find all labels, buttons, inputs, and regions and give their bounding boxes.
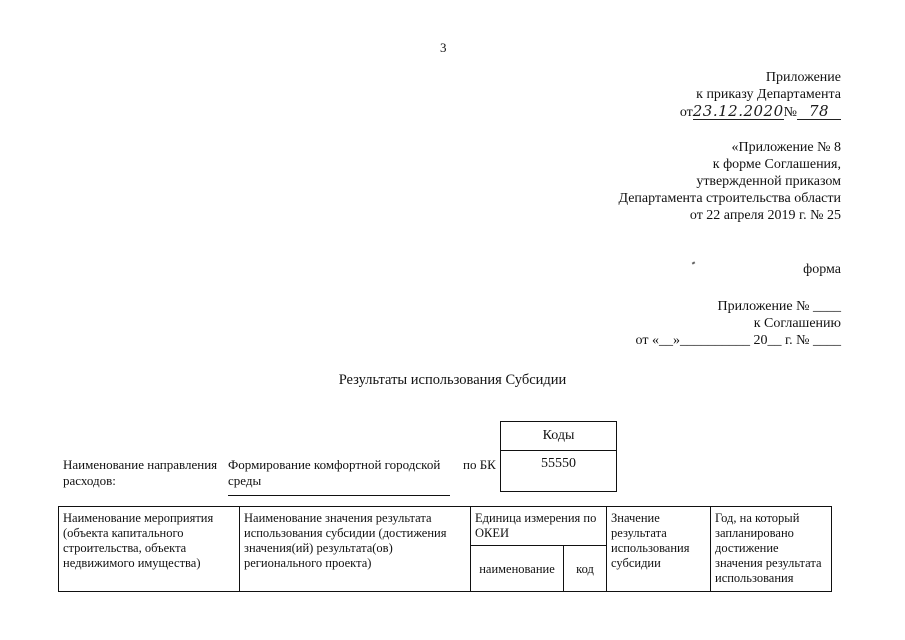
- codes-box: [500, 421, 617, 492]
- form-appendix-line2: к Соглашению: [753, 316, 841, 331]
- scan-speck: [692, 261, 696, 264]
- appendix-date-row: [680, 103, 841, 121]
- direction-label: Наименование направления расходов:: [63, 457, 218, 488]
- results-table: [58, 506, 832, 592]
- bk-label: по БК: [463, 457, 496, 472]
- page-number: 3: [440, 40, 447, 55]
- header-unit-name: наименование: [471, 546, 564, 592]
- form-appendix-block: [636, 298, 841, 349]
- header-result-value: Значение результата использования субсидии: [607, 507, 711, 592]
- direction-value: Формирование комфортной городской среды: [228, 457, 450, 496]
- document-title: Результаты использования Субсидии: [338, 372, 567, 388]
- original-appendix-line: от 22 апреля 2019 г. № 25: [689, 208, 841, 223]
- appendix-reference: к приказу Департамента: [696, 87, 841, 102]
- original-appendix-block: [619, 139, 842, 224]
- appendix-title: Приложение: [765, 70, 841, 85]
- order-appendix-block: [680, 69, 841, 121]
- header-target-year: Год, на который запланировано достижение значения результата использования: [711, 507, 832, 592]
- form-appendix-line1: Приложение № ____: [717, 299, 841, 314]
- header-unit-code: код: [564, 546, 607, 592]
- form-label: форма: [803, 262, 841, 277]
- form-appendix-line3: от «__»__________ 20__ г. № ____: [635, 333, 841, 348]
- original-appendix-line: утвержденной приказом: [696, 174, 841, 189]
- original-appendix-line: к форме Соглашения,: [712, 157, 841, 172]
- number-prefix: №: [783, 105, 797, 120]
- handwritten-number: 78: [797, 103, 841, 120]
- header-event-name: Наименование мероприятия (объекта капитального строительства, объекта недвижимого имущества): [59, 507, 240, 592]
- table-header-row: [59, 507, 832, 546]
- codes-value: 55550: [541, 456, 576, 471]
- date-prefix: от: [679, 105, 693, 120]
- codes-header: Коды: [501, 422, 616, 451]
- header-unit: Единица измерения по ОКЕИ: [471, 507, 607, 546]
- header-result-name: Наименование значения результата использования субсидии (достижения значения(ий) результата(ов) регионального проекта): [240, 507, 471, 592]
- original-appendix-line: «Приложение № 8: [731, 140, 841, 155]
- handwritten-date: 23.12.2020: [692, 102, 784, 120]
- original-appendix-line: Департамента строительства области: [618, 191, 841, 206]
